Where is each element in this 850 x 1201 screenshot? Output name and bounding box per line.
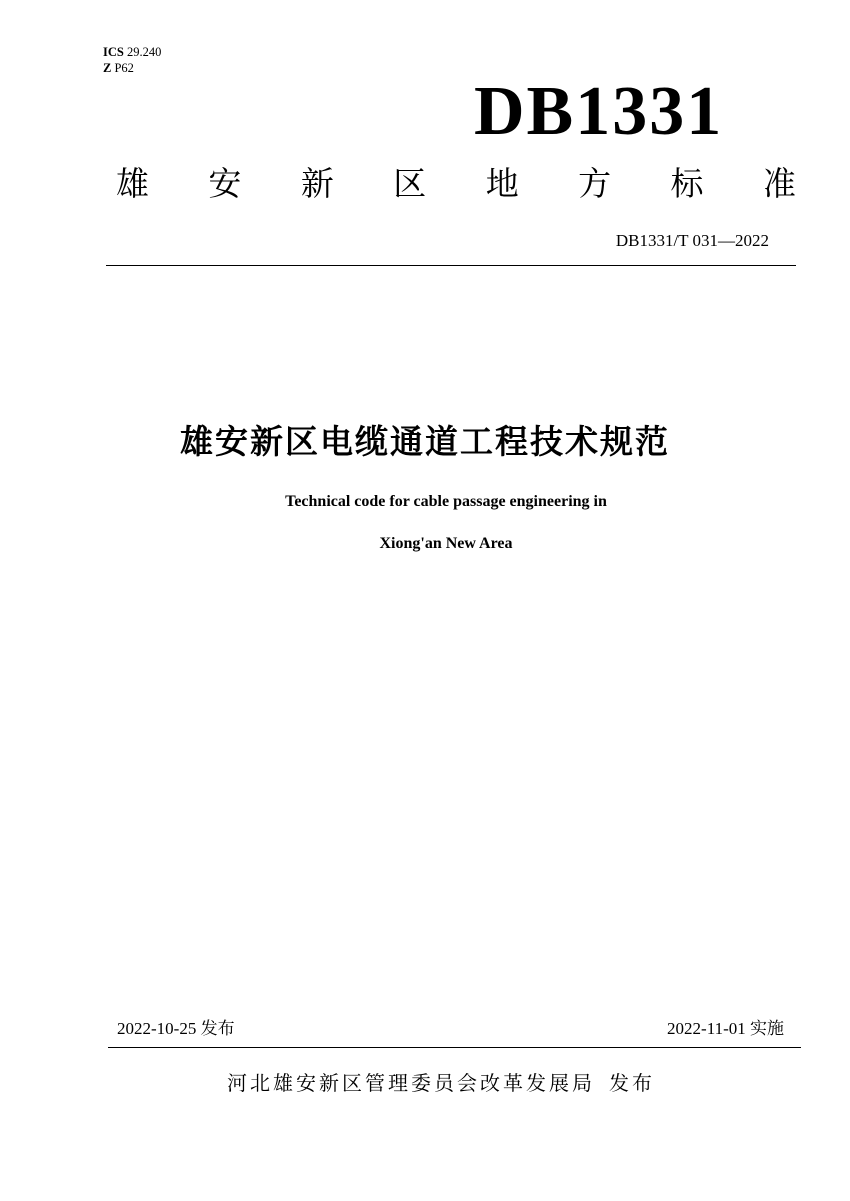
issuer-name: 河北雄安新区管理委员会改革发展局 xyxy=(227,1071,595,1095)
standard-logo: DB1331 xyxy=(474,73,724,150)
local-standard-char: 安 xyxy=(208,164,242,203)
local-standard-char: 新 xyxy=(300,164,334,203)
ccs-label: Z xyxy=(103,61,112,75)
standard-number: DB1331/T 031—2022 xyxy=(615,231,769,250)
local-standard-char: 准 xyxy=(762,164,796,203)
ics-code-row xyxy=(103,44,161,60)
ccs-code: P62 xyxy=(114,61,134,75)
local-standard-char: 雄 xyxy=(116,164,149,203)
local-standard-char: 地 xyxy=(485,164,519,203)
document-title-en-line1: Technical code for cable passage engineering in xyxy=(285,493,607,510)
classification-codes xyxy=(103,44,161,76)
ics-label: ICS xyxy=(103,45,124,59)
implement-date: 2022-11-01 实施 xyxy=(667,1019,784,1038)
header-divider xyxy=(106,265,796,266)
ccs-code-row xyxy=(103,60,161,76)
document-title-en-line2: Xiong'an New Area xyxy=(379,535,513,552)
local-standard-char: 区 xyxy=(393,164,427,203)
ics-code: 29.240 xyxy=(126,45,162,59)
local-standard-char: 标 xyxy=(670,164,704,203)
local-standard-heading xyxy=(116,162,796,206)
document-title-zh: 雄安新区电缆通道工程技术规范 xyxy=(180,422,670,461)
footer-divider xyxy=(108,1047,801,1048)
issuer-line xyxy=(0,1069,850,1097)
local-standard-char: 方 xyxy=(578,164,612,203)
publish-date: 2022-10-25 发布 xyxy=(117,1019,235,1038)
issuer-action: 发布 xyxy=(609,1071,655,1095)
